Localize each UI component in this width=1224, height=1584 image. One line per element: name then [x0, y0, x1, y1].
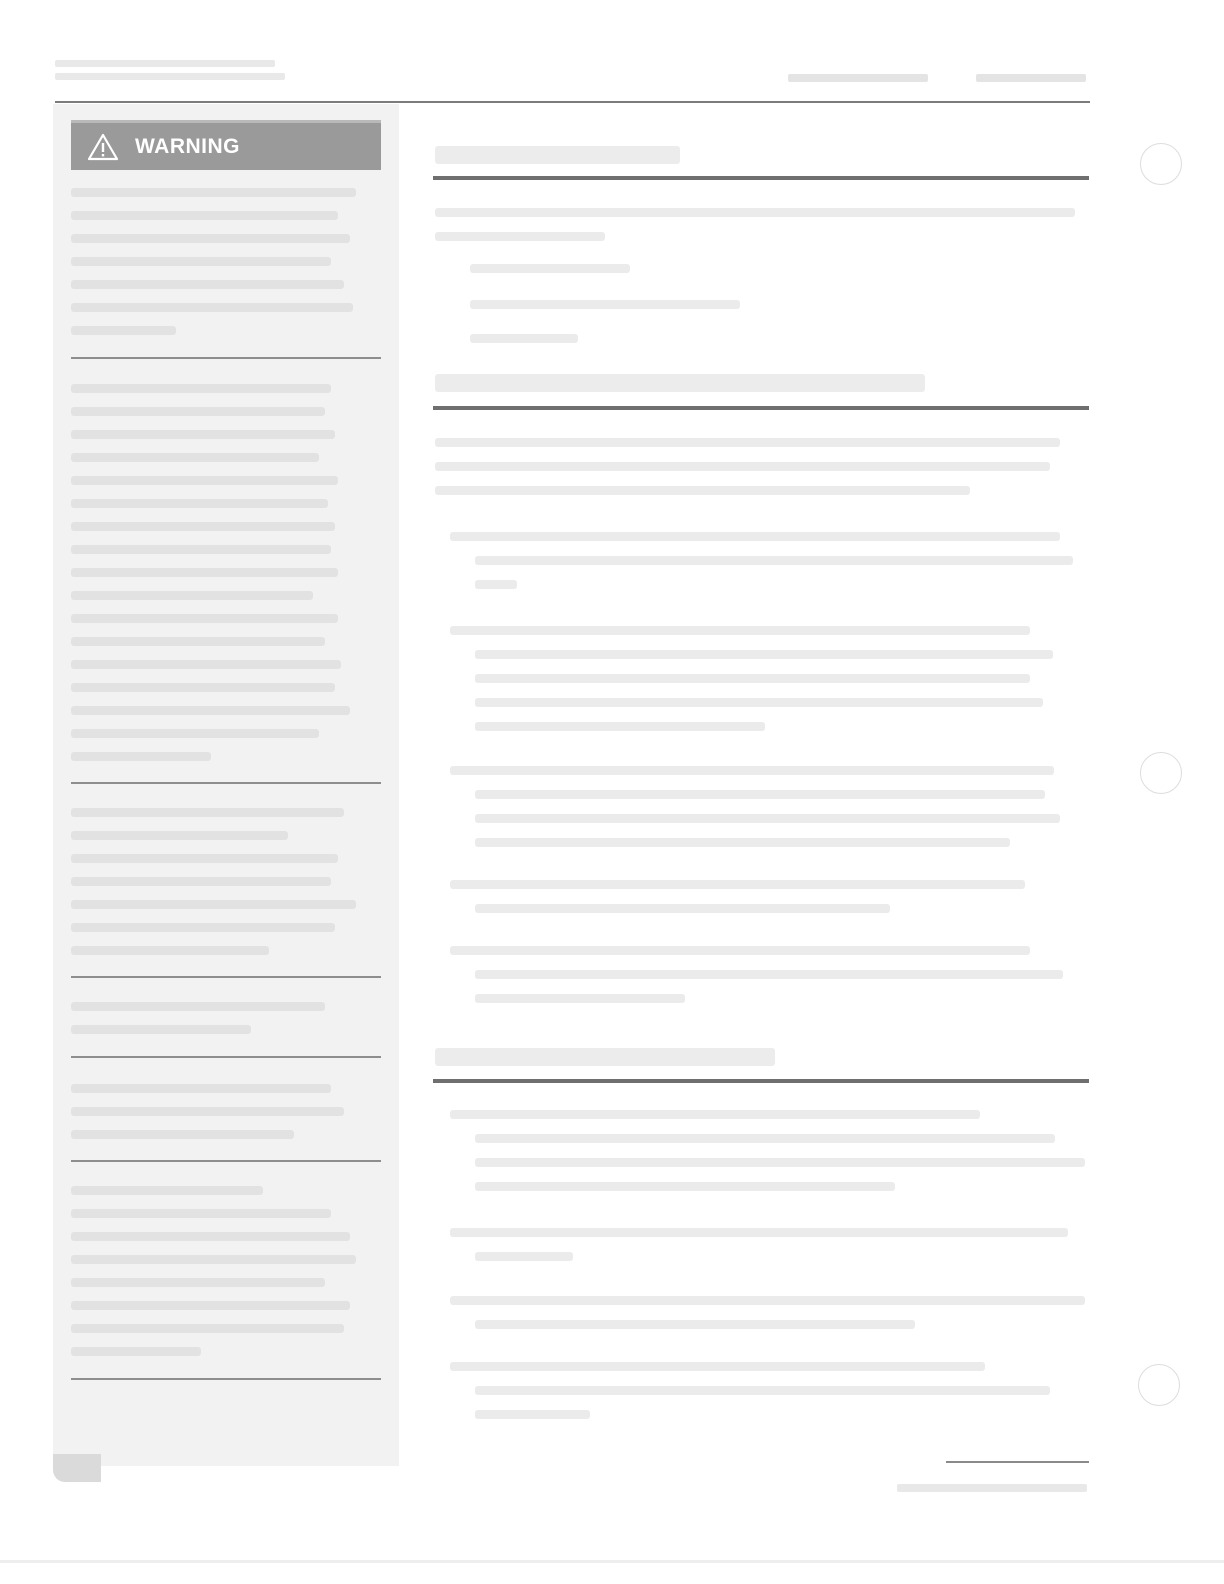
warning-banner — [71, 120, 381, 170]
section-title — [435, 374, 925, 392]
list-item — [450, 766, 1054, 775]
warning-divider — [71, 1056, 381, 1058]
list-item — [475, 556, 1073, 565]
list-item — [475, 1386, 1050, 1395]
section-title — [435, 146, 680, 164]
body-text — [435, 232, 605, 241]
list-item — [450, 1228, 1068, 1237]
section-rule — [433, 406, 1089, 410]
footer-rule — [946, 1461, 1089, 1463]
body-text — [435, 208, 1075, 217]
list-item — [470, 300, 740, 309]
list-item — [475, 1410, 590, 1419]
header-left-text — [55, 60, 295, 86]
section-rule — [433, 1079, 1089, 1083]
list-item — [475, 1158, 1085, 1167]
warning-paragraph — [71, 1186, 381, 1370]
list-item — [475, 650, 1053, 659]
list-item — [475, 838, 1010, 847]
list-item — [450, 1110, 980, 1119]
warning-paragraph — [71, 188, 381, 349]
warning-divider — [71, 1160, 381, 1162]
list-item — [475, 904, 890, 913]
list-item — [475, 994, 685, 1003]
warning-divider — [71, 976, 381, 978]
footer-text — [897, 1484, 1087, 1492]
body-text — [435, 486, 970, 495]
list-item — [450, 1362, 985, 1371]
warning-sidebar — [53, 104, 399, 1466]
warning-divider — [71, 1378, 381, 1380]
scan-edge — [0, 1560, 1224, 1563]
list-item — [475, 722, 765, 731]
list-item — [450, 880, 1025, 889]
list-item — [475, 698, 1043, 707]
body-text — [435, 438, 1060, 447]
list-item — [475, 1320, 915, 1329]
warning-triangle-icon — [87, 133, 119, 161]
punch-hole — [1140, 752, 1182, 794]
list-item — [450, 1296, 1085, 1305]
list-item — [475, 814, 1060, 823]
sidebar-tab — [53, 1454, 101, 1482]
warning-paragraph — [71, 384, 381, 775]
list-item — [450, 946, 1030, 955]
list-item — [475, 970, 1063, 979]
warning-divider — [71, 782, 381, 784]
list-item — [475, 1252, 573, 1261]
punch-hole — [1140, 143, 1182, 185]
list-item — [475, 580, 517, 589]
warning-paragraph — [71, 1084, 381, 1153]
header-rule — [55, 101, 1090, 103]
header-right-text — [788, 74, 1086, 82]
list-item — [475, 1182, 895, 1191]
list-item — [475, 674, 1030, 683]
punch-hole — [1138, 1364, 1180, 1406]
list-item — [475, 790, 1045, 799]
warning-label: WARNING — [135, 134, 240, 158]
section-title — [435, 1048, 775, 1066]
list-item — [450, 532, 1060, 541]
section-rule — [433, 176, 1089, 180]
list-item — [470, 264, 630, 273]
warning-paragraph — [71, 808, 381, 969]
warning-paragraph — [71, 1002, 381, 1048]
body-text — [435, 462, 1050, 471]
list-item — [450, 626, 1030, 635]
warning-divider — [71, 357, 381, 359]
list-item — [470, 334, 578, 343]
list-item — [475, 1134, 1055, 1143]
